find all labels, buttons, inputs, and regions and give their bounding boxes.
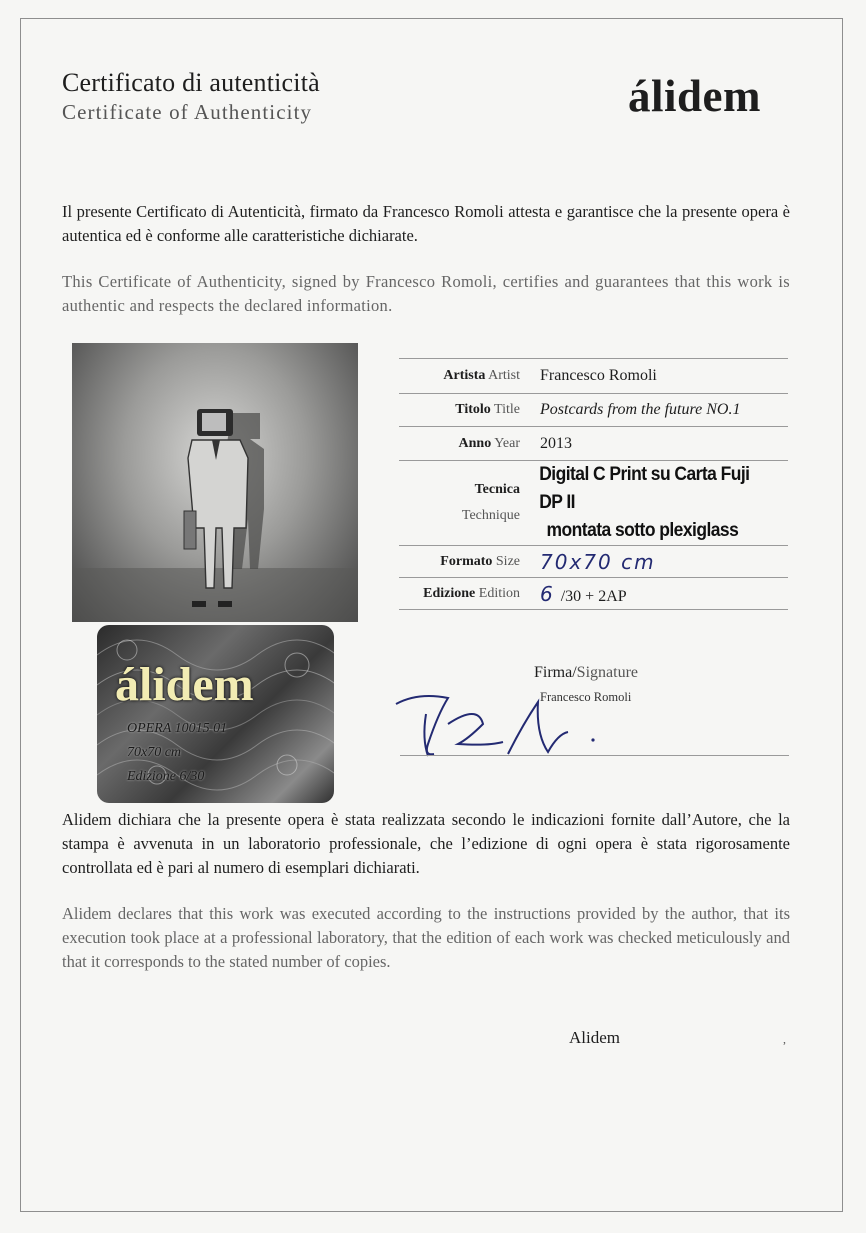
hologram-line-3: Edizione 6/30: [127, 769, 205, 784]
ink-mark: ,: [783, 1032, 786, 1046]
hologram-logo: álidem: [115, 658, 254, 711]
hologram-line-2: 70x70 cm: [127, 745, 182, 760]
handwritten-signature: [388, 684, 608, 764]
artist-row: [399, 359, 788, 394]
artist-value: Francesco Romoli: [530, 359, 788, 394]
technique-row: [399, 461, 788, 546]
edition-number: 6: [540, 581, 553, 606]
artwork-details-table: [399, 358, 788, 610]
technique-line-2: montata sotto plexiglass: [546, 520, 739, 541]
hologram-line-1: OPERA 10015 01: [127, 721, 228, 736]
technique-label-en: Technique: [461, 508, 520, 523]
title-value: Postcards from the future NO.1: [530, 394, 788, 427]
alidem-logo: álidem: [628, 71, 761, 121]
declaration-italian: Alidem dichiara che la presente opera è stata realizzata secondo le indicazioni fornite dall’Autore, che la stampa è avvenuta in un laboratorio professionale, che l’edizione di ogni opera è stata rigorosamente controllata ed è pari al numero di esemplari dichiarati.: [62, 810, 790, 877]
technique-line-1: Digital C Print su Carta Fuji DP II: [539, 464, 750, 513]
artist-label-en: Artist: [488, 368, 520, 383]
title-english: Certificate of Authenticity: [62, 100, 313, 124]
signature-line: [400, 755, 789, 756]
artist-label-it: Artista: [443, 368, 486, 383]
year-row: [399, 427, 788, 461]
edition-row: [399, 578, 788, 610]
size-row: [399, 546, 788, 578]
signature-label-en: Signature: [576, 664, 638, 681]
issuer-name: Alidem: [569, 1028, 620, 1047]
title-label-it: Titolo: [455, 402, 491, 417]
intro-english: This Certificate of Authenticity, signed by Francesco Romoli, certifies and guarantees that this work is authentic and respects the declared information.: [62, 272, 790, 315]
signature-label-it: Firma/: [534, 664, 577, 681]
size-value: 70x70 cm: [540, 549, 656, 574]
hologram-seal: [97, 625, 334, 803]
declaration-english: Alidem declares that this work was executed according to the instructions provided by the author, that its execution took place at a professional laboratory, that the edition of each work was checked meticulously and that it corresponds to the stated number of copies.: [62, 904, 790, 971]
title-label-en: Title: [494, 402, 520, 417]
title-italian: Certificato di autenticità: [62, 68, 320, 97]
signature-label: [534, 664, 638, 682]
year-label-en: Year: [494, 435, 520, 451]
edition-label-en: Edition: [478, 585, 520, 601]
title-row: [399, 394, 788, 427]
size-label-en: Size: [495, 553, 520, 569]
intro-italian: Il presente Certificato di Autenticità, firmato da Francesco Romoli attesta e garantisce che la presente opera è autentica ed è conforme alle caratteristiche dichiarate.: [62, 202, 790, 245]
year-label-it: Anno: [458, 435, 492, 451]
signatory-name: Francesco Romoli: [540, 690, 632, 704]
artwork-photo: [72, 343, 358, 622]
size-label-it: Formato: [440, 553, 493, 569]
edition-total: /30 + 2AP: [560, 587, 627, 605]
edition-label-it: Edizione: [423, 585, 476, 601]
year-value: 2013: [530, 427, 788, 461]
technique-label-it: Tecnica: [474, 482, 520, 497]
